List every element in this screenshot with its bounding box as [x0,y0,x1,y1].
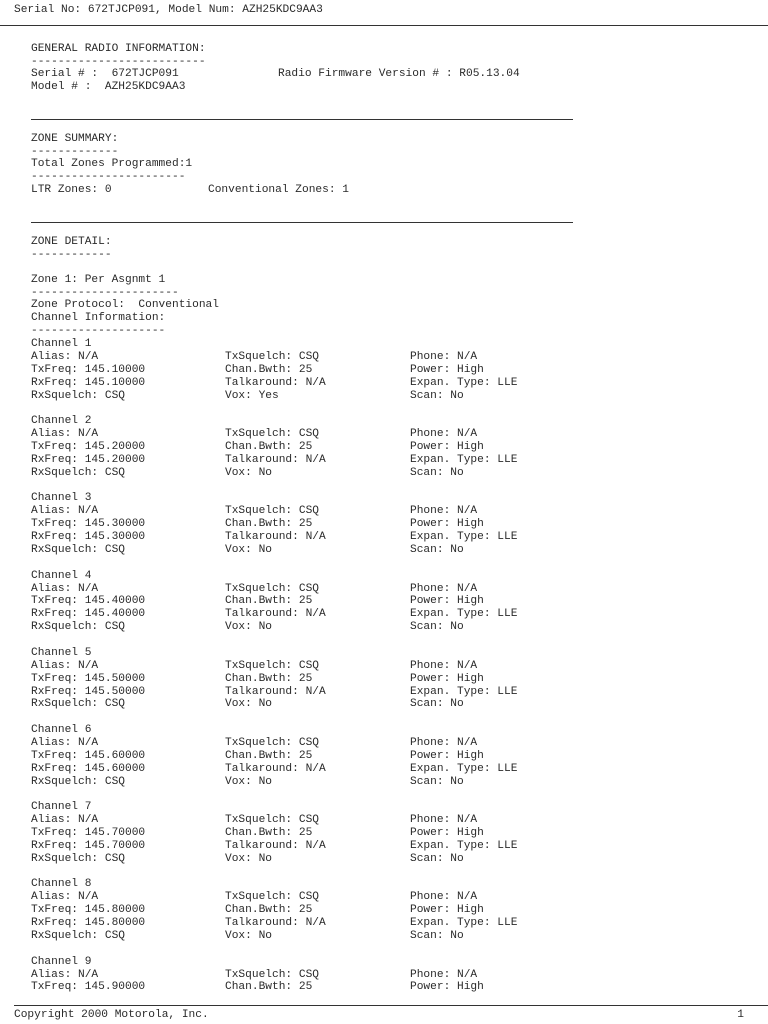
firmware-line: Radio Firmware Version # : R05.13.04 [278,68,520,80]
header-rule [0,25,768,26]
general-title: GENERAL RADIO INFORMATION: [31,43,206,55]
channel-field: Power: High [410,672,484,685]
channel-field: TxFreq: 145.70000 [31,827,146,839]
channel-field: Expan. Type: LLE [410,376,518,389]
channel-field: Power: High [410,981,484,994]
channel-field: RxFreq: 145.80000 [31,917,146,930]
channel-field: Expan. Type: LLE [410,453,518,466]
channel-field: Talkaround: N/A [225,376,326,389]
channel-field: Vox: No [225,852,272,865]
channel-field: Scan: No [410,389,464,402]
channel-field: Phone: N/A [410,582,478,595]
channel-field: Vox: No [225,698,272,711]
channel-field: Chan.Bwth: 25 [225,827,313,839]
channel-field: Alias: N/A [31,736,99,749]
zone-summary-title: ZONE SUMMARY: [31,133,119,145]
channel-field: TxFreq: 145.40000 [31,595,146,608]
channel-field: Scan: No [410,698,464,711]
channel-field: Expan. Type: LLE [410,531,518,544]
channel-field: Expan. Type: LLE [410,917,518,930]
channel-name: Channel 6 [31,724,92,736]
channel-field: Phone: N/A [410,736,478,749]
channel-field: TxSquelch: CSQ [225,891,319,904]
section-rule-2 [31,222,573,223]
channel-field: TxFreq: 145.50000 [31,672,146,685]
channel-field: RxFreq: 145.30000 [31,531,146,544]
channel-field: Scan: No [410,621,464,634]
channel-field: Chan.Bwth: 25 [225,749,313,762]
serial-line: Serial # : 672TJCP091 [31,68,179,80]
channel-field: Alias: N/A [31,505,99,518]
channel-field: RxFreq: 145.50000 [31,685,146,698]
channel-field: RxSquelch: CSQ [31,852,125,865]
page-number: 1 [737,1009,744,1021]
section-rule-1 [31,119,573,120]
channel-field: Expan. Type: LLE [410,762,518,775]
channel-field: RxFreq: 145.20000 [31,453,146,466]
channel-field: RxSquelch: CSQ [31,930,125,942]
channel-field: Vox: No [225,930,272,942]
zone-summary-underline: ------------- [31,146,119,158]
model-line: Model # : AZH25KDC9AA3 [31,81,186,93]
channel-name: Channel 2 [31,415,92,428]
channel-field: Phone: N/A [410,891,478,904]
channel-field: RxFreq: 145.70000 [31,839,146,852]
channel-field: Scan: No [410,775,464,788]
channel-name: Channel 8 [31,878,92,891]
channel-field: Phone: N/A [410,428,478,441]
channel-field: Power: High [410,749,484,762]
zone-protocol-line: Zone Protocol: Conventional [31,299,219,311]
channel-field: Vox: No [225,621,272,634]
channel-field: Talkaround: N/A [225,917,326,930]
channel-field: RxSquelch: CSQ [31,466,125,479]
channel-info-underline: -------------------- [31,325,166,337]
channel-field: Talkaround: N/A [225,531,326,544]
channel-field: Scan: No [410,852,464,865]
channel-field: RxFreq: 145.40000 [31,608,146,621]
copyright-text: Copyright 2000 Motorola, Inc. [14,1009,209,1021]
zone-name: Zone 1: Per Asgnmt 1 [31,274,166,286]
channel-field: Chan.Bwth: 25 [225,518,313,531]
channel-field: Scan: No [410,466,464,479]
channel-field: TxSquelch: CSQ [225,814,319,827]
channel-field: RxSquelch: CSQ [31,389,125,402]
footer-rule [14,1005,768,1006]
channel-field: RxFreq: 145.60000 [31,762,146,775]
channel-field: Chan.Bwth: 25 [225,363,313,376]
channel-field: Alias: N/A [31,814,99,827]
channel-field: Power: High [410,363,484,376]
channel-field: Talkaround: N/A [225,762,326,775]
channel-field: Alias: N/A [31,891,99,904]
total-zones-line: Total Zones Programmed:1 [31,158,193,170]
channel-field: Expan. Type: LLE [410,685,518,698]
channel-field: Power: High [410,904,484,917]
total-zones-underline: ----------------------- [31,171,186,183]
channel-field: TxFreq: 145.80000 [31,904,146,917]
channel-field: Power: High [410,595,484,608]
channel-field: TxSquelch: CSQ [225,968,319,981]
channel-field: Talkaround: N/A [225,453,326,466]
channel-field: Phone: N/A [410,659,478,672]
channel-field: Vox: No [225,775,272,788]
channel-field: Alias: N/A [31,428,99,441]
channel-name: Channel 3 [31,492,92,505]
conventional-zones-line: Conventional Zones: 1 [208,184,349,196]
channel-field: TxFreq: 145.30000 [31,518,146,531]
channel-field: TxFreq: 145.20000 [31,441,146,453]
channel-field: TxSquelch: CSQ [225,428,319,441]
channel-info-heading: Channel Information: [31,312,166,324]
channel-name: Channel 5 [31,646,92,659]
channel-field: Talkaround: N/A [225,839,326,852]
channel-field: Chan.Bwth: 25 [225,595,313,608]
zone-name-underline: ---------------------- [31,287,179,299]
channel-field: TxFreq: 145.60000 [31,749,146,762]
page-header: Serial No: 672TJCP091, Model Num: AZH25KDC9AA3 [14,4,323,16]
channel-field: Vox: Yes [225,389,279,402]
channel-field: TxFreq: 145.10000 [31,363,146,376]
channel-field: Chan.Bwth: 25 [225,904,313,917]
channel-field: TxSquelch: CSQ [225,736,319,749]
ltr-zones-line: LTR Zones: 0 [31,184,112,196]
zone-detail-title: ZONE DETAIL: [31,236,112,248]
channel-field: RxSquelch: CSQ [31,775,125,788]
channel-field: Alias: N/A [31,350,99,363]
channel-field: TxFreq: 145.90000 [31,981,146,994]
channel-field: Phone: N/A [410,814,478,827]
channel-field: RxSquelch: CSQ [31,544,125,556]
zone-detail-underline: ------------ [31,249,112,261]
channel-name: Channel 9 [31,955,92,968]
channel-name: Channel 1 [31,338,92,350]
channel-field: TxSquelch: CSQ [225,350,319,363]
channel-field: Power: High [410,441,484,453]
channel-field: Chan.Bwth: 25 [225,441,313,453]
channel-field: Vox: No [225,466,272,479]
channel-field: Alias: N/A [31,968,99,981]
channel-name: Channel 4 [31,569,92,582]
channel-field: RxFreq: 145.10000 [31,376,146,389]
channel-field: Talkaround: N/A [225,608,326,621]
channel-field: Chan.Bwth: 25 [225,981,313,994]
channel-field: Alias: N/A [31,659,99,672]
channel-name: Channel 7 [31,801,92,814]
channel-field: Vox: No [225,544,272,556]
channel-field: RxSquelch: CSQ [31,621,125,634]
channel-field: TxSquelch: CSQ [225,505,319,518]
channel-field: Power: High [410,827,484,839]
channel-field: Phone: N/A [410,350,478,363]
channel-field: Talkaround: N/A [225,685,326,698]
channel-field: Phone: N/A [410,505,478,518]
channel-field: Alias: N/A [31,582,99,595]
channel-field: Chan.Bwth: 25 [225,672,313,685]
general-underline: -------------------------- [31,56,206,68]
channel-field: TxSquelch: CSQ [225,582,319,595]
channel-field: Power: High [410,518,484,531]
channel-field: TxSquelch: CSQ [225,659,319,672]
channel-field: Phone: N/A [410,968,478,981]
channel-field: Scan: No [410,930,464,942]
channel-field: Expan. Type: LLE [410,839,518,852]
channel-field: Expan. Type: LLE [410,608,518,621]
channel-field: RxSquelch: CSQ [31,698,125,711]
channel-field: Scan: No [410,544,464,556]
